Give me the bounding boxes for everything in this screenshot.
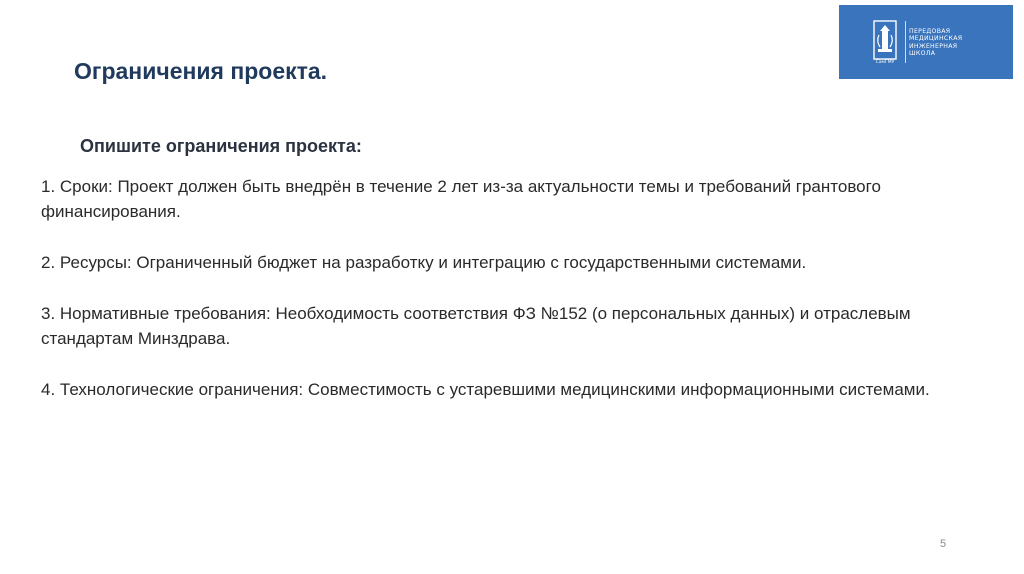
- constraint-item-deadlines: 1. Сроки: Проект должен быть внедрён в течение 2 лет из-за актуальности темы и требований грантового финансирования.: [41, 177, 881, 221]
- emblem-label: СамГМУ: [875, 60, 895, 65]
- slide-title: Ограничения проекта.: [74, 58, 328, 84]
- logo-text-line: ИНЖЕНЕРНАЯ: [909, 42, 958, 50]
- page-number: 5: [940, 538, 947, 550]
- university-emblem-icon: [871, 19, 899, 65]
- logo-text-line: МЕДИЦИНСКАЯ: [909, 35, 963, 43]
- constraint-item-regulatory: 3. Нормативные требования: Необходимость соответствия ФЗ №152 (о персональных данных) и отраслевым стандартам Минздрава.: [41, 304, 911, 348]
- constraint-item-technological: 4. Технологические ограничения: Совместимость с устаревшими медицинскими информационными системами.: [41, 380, 930, 399]
- constraint-item-resources: 2. Ресурсы: Ограниченный бюджет на разработку и интеграцию с государственными системами.: [41, 253, 807, 272]
- logo-text: [909, 28, 1007, 58]
- logo-divider: [905, 21, 906, 63]
- constraints-list: [41, 174, 981, 428]
- slide-subtitle: Опишите ограничения проекта:: [80, 136, 362, 156]
- school-logo: [839, 5, 1013, 79]
- logo-text-line: ПЕРЕДОВАЯ: [909, 28, 951, 35]
- logo-text-line: ШКОЛА: [909, 50, 936, 58]
